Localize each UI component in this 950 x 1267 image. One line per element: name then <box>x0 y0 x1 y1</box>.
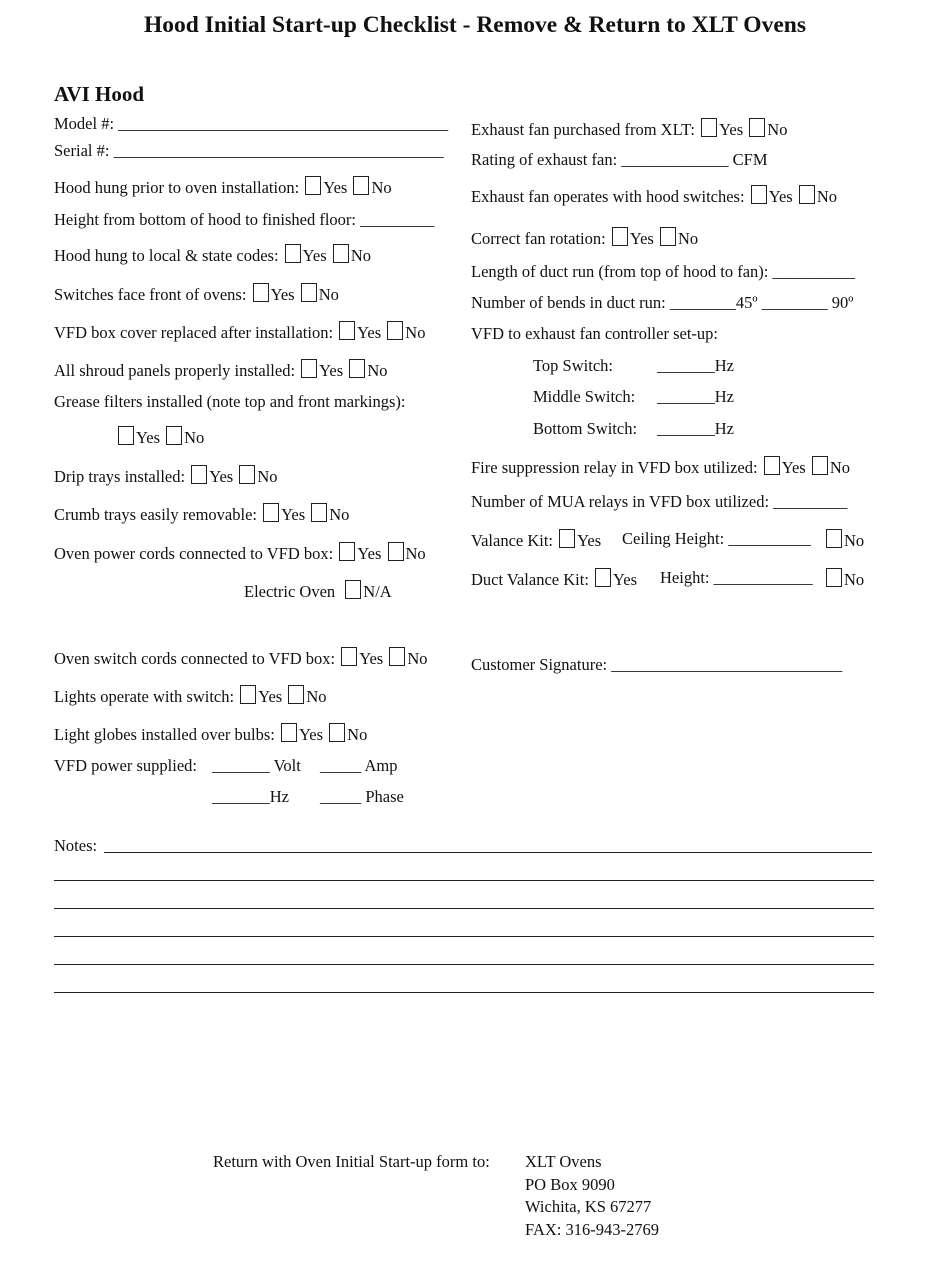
yes-label: Yes <box>629 229 654 248</box>
yes-label: Yes <box>319 361 344 380</box>
serial-field[interactable]: Serial #: ________________________________________ <box>54 141 444 160</box>
mua-relays-field[interactable]: Number of MUA relays in VFD box utilized: _________ <box>471 492 848 511</box>
section-heading: AVI Hood <box>54 82 145 106</box>
fan-rating-field[interactable]: Rating of exhaust fan: _____________ CFM <box>471 150 768 169</box>
page-title: Hood Initial Start-up Checklist - Remove & Return to XLT Ovens <box>144 12 806 38</box>
no-label: No <box>829 458 851 477</box>
switches-face-yes-checkbox[interactable] <box>253 283 269 302</box>
hood-hung-row <box>54 176 392 198</box>
vfd-cover-yes-checkbox[interactable] <box>339 321 355 340</box>
grease-row <box>116 426 204 448</box>
hood-hung-yes-checkbox[interactable] <box>305 176 321 195</box>
switches-face-no-checkbox[interactable] <box>301 283 317 302</box>
valance-no-row <box>824 529 864 551</box>
power-cords-no-checkbox[interactable] <box>388 542 404 561</box>
hz-field[interactable]: _______Hz <box>212 787 289 806</box>
fan-operates-row <box>471 185 837 207</box>
fax-line: FAX: 316-943-2769 <box>525 1220 659 1239</box>
shroud-label: All shroud panels properly installed: <box>54 361 296 380</box>
grease-no-checkbox[interactable] <box>166 426 182 445</box>
fan-operates-label: Exhaust fan operates with hood switches: <box>471 187 745 206</box>
duct-valance-yes-checkbox[interactable] <box>595 568 611 587</box>
power-cords-label: Oven power cords connected to VFD box: <box>54 544 334 563</box>
no-label: No <box>184 428 205 447</box>
vfd-cover-no-checkbox[interactable] <box>387 321 403 340</box>
bottom-switch-label: Bottom Switch: <box>533 419 638 438</box>
notes-line[interactable] <box>54 908 874 909</box>
no-label: No <box>371 178 392 197</box>
top-switch-hz-field[interactable]: _______Hz <box>657 356 734 375</box>
yes-label: Yes <box>270 285 295 304</box>
duct-valance-no-checkbox[interactable] <box>826 568 842 587</box>
yes-label: Yes <box>302 246 327 265</box>
drip-yes-checkbox[interactable] <box>191 465 207 484</box>
fan-operates-yes-checkbox[interactable] <box>751 185 767 204</box>
fan-purchased-yes-checkbox[interactable] <box>701 118 717 137</box>
valance-no-checkbox[interactable] <box>826 529 842 548</box>
fan-purchased-label: Exhaust fan purchased from XLT: <box>471 120 696 139</box>
yes-label: Yes <box>781 458 806 477</box>
shroud-no-checkbox[interactable] <box>349 359 365 378</box>
switches-face-row <box>54 283 339 305</box>
local-codes-label: Hood hung to local & state codes: <box>54 246 279 265</box>
fan-purchased-no-checkbox[interactable] <box>749 118 765 137</box>
notes-line[interactable] <box>104 852 872 853</box>
crumb-no-checkbox[interactable] <box>311 503 327 522</box>
no-label: No <box>350 246 371 265</box>
globes-yes-checkbox[interactable] <box>281 723 297 742</box>
phase-field[interactable]: _____ Phase <box>320 787 404 806</box>
crumb-row <box>54 503 349 525</box>
ceiling-height-field[interactable]: Ceiling Height: __________ <box>622 529 811 548</box>
yes-label: Yes <box>281 505 306 524</box>
duct-height-field[interactable]: Height: ____________ <box>660 568 813 587</box>
signature-field[interactable]: Customer Signature: ____________________________ <box>471 655 843 674</box>
top-switch-label: Top Switch: <box>533 356 613 375</box>
middle-switch-hz-field[interactable]: _______Hz <box>657 387 734 406</box>
crumb-yes-checkbox[interactable] <box>263 503 279 522</box>
no-label: No <box>405 323 426 342</box>
valance-label: Valance Kit: <box>471 531 554 550</box>
address-line: PO Box 9090 <box>525 1175 615 1194</box>
shroud-row <box>54 359 387 381</box>
rotation-label: Correct fan rotation: <box>471 229 606 248</box>
lights-yes-checkbox[interactable] <box>240 685 256 704</box>
local-codes-yes-checkbox[interactable] <box>285 244 301 263</box>
grease-label: Grease filters installed (note top and front markings): <box>54 392 406 411</box>
power-cords-yes-checkbox[interactable] <box>339 542 355 561</box>
valance-yes-checkbox[interactable] <box>559 529 575 548</box>
lights-label: Lights operate with switch: <box>54 687 235 706</box>
power-cords-row <box>54 542 426 564</box>
drip-no-checkbox[interactable] <box>239 465 255 484</box>
notes-label: Notes: <box>54 836 98 855</box>
na-label: N/A <box>363 582 392 601</box>
bends-field[interactable]: Number of bends in duct run: ________45º ________ 90º <box>471 293 854 312</box>
height-field[interactable]: Height from bottom of hood to finished floor: _________ <box>54 210 435 229</box>
duct-valance-row <box>471 568 637 590</box>
fire-relay-no-checkbox[interactable] <box>812 456 828 475</box>
local-codes-row <box>54 244 371 266</box>
fan-operates-no-checkbox[interactable] <box>799 185 815 204</box>
return-label: Return with Oven Initial Start-up form to: <box>213 1152 490 1171</box>
yes-label: Yes <box>258 687 283 706</box>
no-label: No <box>257 467 278 486</box>
no-label: No <box>405 544 426 563</box>
valance-row <box>471 529 601 551</box>
notes-line[interactable] <box>54 992 874 993</box>
crumb-label: Crumb trays easily removable: <box>54 505 257 524</box>
globes-no-checkbox[interactable] <box>329 723 345 742</box>
no-label: No <box>844 531 865 550</box>
lights-no-checkbox[interactable] <box>288 685 304 704</box>
no-label: No <box>347 725 368 744</box>
switches-face-label: Switches face front of ovens: <box>54 285 247 304</box>
rotation-yes-checkbox[interactable] <box>612 227 628 246</box>
globes-row <box>54 723 367 745</box>
local-codes-no-checkbox[interactable] <box>333 244 349 263</box>
middle-switch-label: Middle Switch: <box>533 387 636 406</box>
shroud-yes-checkbox[interactable] <box>301 359 317 378</box>
lights-row <box>54 685 327 707</box>
rotation-row <box>471 227 698 249</box>
switch-cords-label: Oven switch cords connected to VFD box: <box>54 649 336 668</box>
no-label: No <box>407 649 428 668</box>
duct-valance-no-row <box>824 568 864 590</box>
yes-label: Yes <box>299 725 324 744</box>
no-label: No <box>816 187 838 206</box>
no-label: No <box>367 361 388 380</box>
grease-yes-checkbox[interactable] <box>118 426 134 445</box>
notes-line[interactable] <box>54 880 874 881</box>
switch-cords-row <box>54 647 428 669</box>
fan-purchased-row <box>471 118 787 140</box>
yes-label: Yes <box>613 570 638 589</box>
yes-label: Yes <box>768 187 793 206</box>
electric-oven-na-checkbox[interactable] <box>345 580 361 599</box>
vfd-cover-label: VFD box cover replaced after installation: <box>54 323 334 342</box>
rotation-no-checkbox[interactable] <box>660 227 676 246</box>
yes-label: Yes <box>577 531 602 550</box>
fire-relay-yes-checkbox[interactable] <box>764 456 780 475</box>
address-line: Wichita, KS 67277 <box>525 1197 652 1216</box>
fire-relay-row <box>471 456 850 478</box>
switch-cords-no-checkbox[interactable] <box>389 647 405 666</box>
vfd-cover-row <box>54 321 425 343</box>
electric-oven-row <box>244 580 392 602</box>
fire-relay-label: Fire suppression relay in VFD box utilized: <box>471 458 758 477</box>
no-label: No <box>677 229 699 248</box>
electric-oven-label: Electric Oven <box>244 582 336 601</box>
duct-valance-label: Duct Valance Kit: <box>471 570 589 589</box>
globes-label: Light globes installed over bulbs: <box>54 725 275 744</box>
yes-label: Yes <box>136 428 161 447</box>
hood-hung-no-checkbox[interactable] <box>353 176 369 195</box>
volt-field[interactable]: _______ Volt <box>212 756 301 775</box>
address-line: XLT Ovens <box>525 1152 602 1171</box>
vfd-setup-label: VFD to exhaust fan controller set-up: <box>471 324 718 343</box>
switch-cords-yes-checkbox[interactable] <box>341 647 357 666</box>
no-label: No <box>767 120 788 139</box>
yes-label: Yes <box>357 323 382 342</box>
duct-length-field[interactable]: Length of duct run (from top of hood to fan): __________ <box>471 262 856 281</box>
model-field[interactable]: Model #: ________________________________________ <box>54 114 449 133</box>
hood-hung-label: Hood hung prior to oven installation: <box>54 178 300 197</box>
no-label: No <box>318 285 339 304</box>
no-label: No <box>306 687 327 706</box>
no-label: No <box>844 570 865 589</box>
drip-label: Drip trays installed: <box>54 467 186 486</box>
yes-label: Yes <box>209 467 234 486</box>
notes-line[interactable] <box>54 936 874 937</box>
yes-label: Yes <box>359 649 384 668</box>
yes-label: Yes <box>719 120 744 139</box>
no-label: No <box>329 505 350 524</box>
vfd-power-label: VFD power supplied: <box>54 756 197 775</box>
yes-label: Yes <box>323 178 348 197</box>
yes-label: Yes <box>357 544 382 563</box>
drip-row <box>54 465 278 487</box>
notes-line[interactable] <box>54 964 874 965</box>
amp-field[interactable]: _____ Amp <box>320 756 398 775</box>
bottom-switch-hz-field[interactable]: _______Hz <box>657 419 734 438</box>
